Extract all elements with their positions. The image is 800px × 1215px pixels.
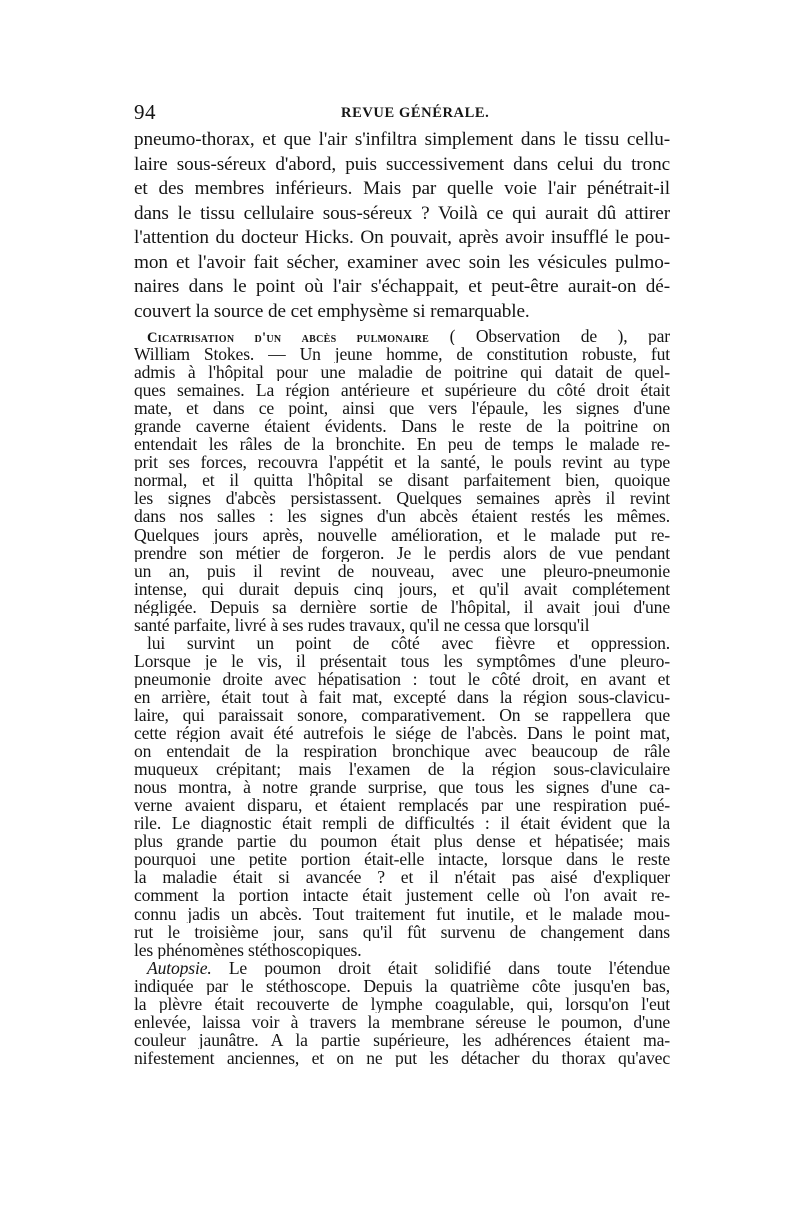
text-line: plus grande partie du poumon était plus dense et hépatisée; mais <box>134 832 670 851</box>
text-line: laire sous-séreux d'abord, puis successivement dans celui du tronc <box>134 153 670 175</box>
text-line: l'attention du docteur Hicks. On pouvait, après avoir insufflé le pou- <box>134 227 670 248</box>
text-line: cette région avait été autrefois le siége de l'abcès. Dans le point mat, <box>134 724 670 743</box>
text-line <box>134 959 670 977</box>
autopsie-label: Autopsie. <box>147 958 212 977</box>
autopsie-continuation: Le poumon droit était solidifié dans toute l'étendue <box>211 958 670 977</box>
text-line: pourquoi une petite portion était-elle intacte, lorsque dans le reste <box>134 850 670 869</box>
text-line: négligée. Depuis sa dernière sortie de l'hôpital, il avait joui d'une <box>134 597 670 616</box>
text-line: comment la portion intacte était justement celle où l'on avait re- <box>134 886 670 905</box>
text-line: santé parfaite, livré à ses rudes travaux, qu'il ne cessa que lorsqu'il <box>134 615 590 634</box>
text-line: couvert la source de cet emphysème si remarquable. <box>134 300 530 322</box>
text-line: entendait les râles de la bronchite. En peu de temps le malade re- <box>134 435 670 454</box>
paragraph-pneumothorax <box>134 128 670 324</box>
text-line: laire, qui paraissait sonore, comparativement. On se rappellera que <box>134 705 670 725</box>
section-heading: Cicatrisation d'un abcès pulmonaire <box>147 330 430 346</box>
running-head <box>134 100 670 124</box>
text-line: connu jadis un abcès. Tout traitement fut inutile, et le malade mou- <box>134 904 670 923</box>
heading-continuation: ( Observation de ), par <box>429 327 670 346</box>
text-line: en arrière, était tout à fait mat, excepté dans la région sous-clavicu- <box>134 687 670 706</box>
text-line: les signes d'abcès persistassent. Quelques semaines après il revint <box>134 489 670 508</box>
text-line: Lorsque je le vis, il présentait tous les symptômes d'une pleuro- <box>134 651 670 670</box>
text-line: lui survint un point de côté avec fièvre et oppression. <box>147 633 670 652</box>
text-line: ques semaines. La région antérieure et supérieure du côté droit était <box>134 381 670 400</box>
text-line: pneumonie droite avec hépatisation : tout le côté droit, en avant et <box>134 669 670 688</box>
text-line: les phénomènes stéthoscopiques. <box>134 940 362 959</box>
page-number: 94 <box>134 100 156 124</box>
text-line: couleur jaunâtre. A la partie supérieure, les adhérences étaient ma- <box>134 1030 670 1049</box>
text-line: la plèvre était recouverte de lymphe coagulable, qui, lorsqu'on l'eut <box>134 994 670 1013</box>
paragraph-abces-pulmonaire <box>134 327 670 1067</box>
text-line: mate, et dans ce point, ainsi que vers l'épaule, les signes d'une <box>134 399 670 418</box>
text-line: verne avaient disparu, et étaient remplacés par une respiration pué- <box>134 796 670 815</box>
text-line: pneumo-thorax, et que l'air s'infiltra simplement dans le tissu cellu- <box>134 129 670 150</box>
text-line: admis à l'hôpital pour une maladie de poitrine qui datait de quel- <box>134 363 670 382</box>
text-line: Quelques jours après, nouvelle amélioration, et le malade put re- <box>134 525 670 544</box>
text-line: muqueux crépitant; mais l'examen de la région sous-claviculaire <box>134 760 670 779</box>
text-line: rut le troisième jour, sans qu'il fût survenu de changement dans <box>134 922 670 941</box>
text-line: et des membres inférieurs. Mais par quelle voie l'air pénétrait-il <box>134 178 670 199</box>
text-line: intense, qui durait depuis cinq jours, et qu'il avait complétement <box>134 579 670 598</box>
text-line: un an, puis il revint de nouveau, avec une pleuro-pneumonie <box>134 561 670 580</box>
text-line: dans nos salles : les signes d'un abcès étaient restés les mêmes. <box>134 507 670 526</box>
text-line: enlevée, laissa voir à travers la membrane séreuse le poumon, d'une <box>134 1012 670 1031</box>
text-line: nifestement anciennes, et on ne put les détacher du thorax qu'avec <box>134 1048 670 1067</box>
text-line: mon et l'avoir fait sécher, examiner avec soin les vésicules pulmo- <box>134 251 670 273</box>
text-line: dans le tissu cellulaire sous-séreux ? Voilà ce qui aurait dû attirer <box>134 202 670 224</box>
running-title: REVUE GÉNÉRALE. <box>341 105 490 121</box>
text-line: naires dans le point où l'air s'échappait, et peut-être aurait-on dé- <box>134 276 670 297</box>
text-line: prendre son métier de forgeron. Je le perdis alors de vue pendant <box>134 543 670 562</box>
text-line <box>134 327 670 345</box>
text-line: indiquée par le stéthoscope. Depuis la quatrième côte jusqu'en bas, <box>134 976 670 995</box>
text-line: la maladie était si avancée ? et il n'était pas aisé d'expliquer <box>134 868 670 887</box>
text-line: nous montra, à notre grande surprise, que tous les signes d'une ca- <box>134 778 670 797</box>
text-line: on entendait de la respiration bronchique avec beaucoup de râle <box>134 742 670 761</box>
text-line: grande caverne étaient évidents. Dans le reste de la poitrine on <box>134 417 670 436</box>
text-line: William Stokes. — Un jeune homme, de constitution robuste, fut <box>134 345 670 364</box>
text-line: rile. Le diagnostic était rempli de difficultés : il était évident que la <box>134 814 670 833</box>
text-line: normal, et il quitta l'hôpital se disant parfaitement bien, quoique <box>134 471 670 490</box>
text-line: prit ses forces, recouvra l'appétit et la santé, le pouls revint au type <box>134 453 670 472</box>
